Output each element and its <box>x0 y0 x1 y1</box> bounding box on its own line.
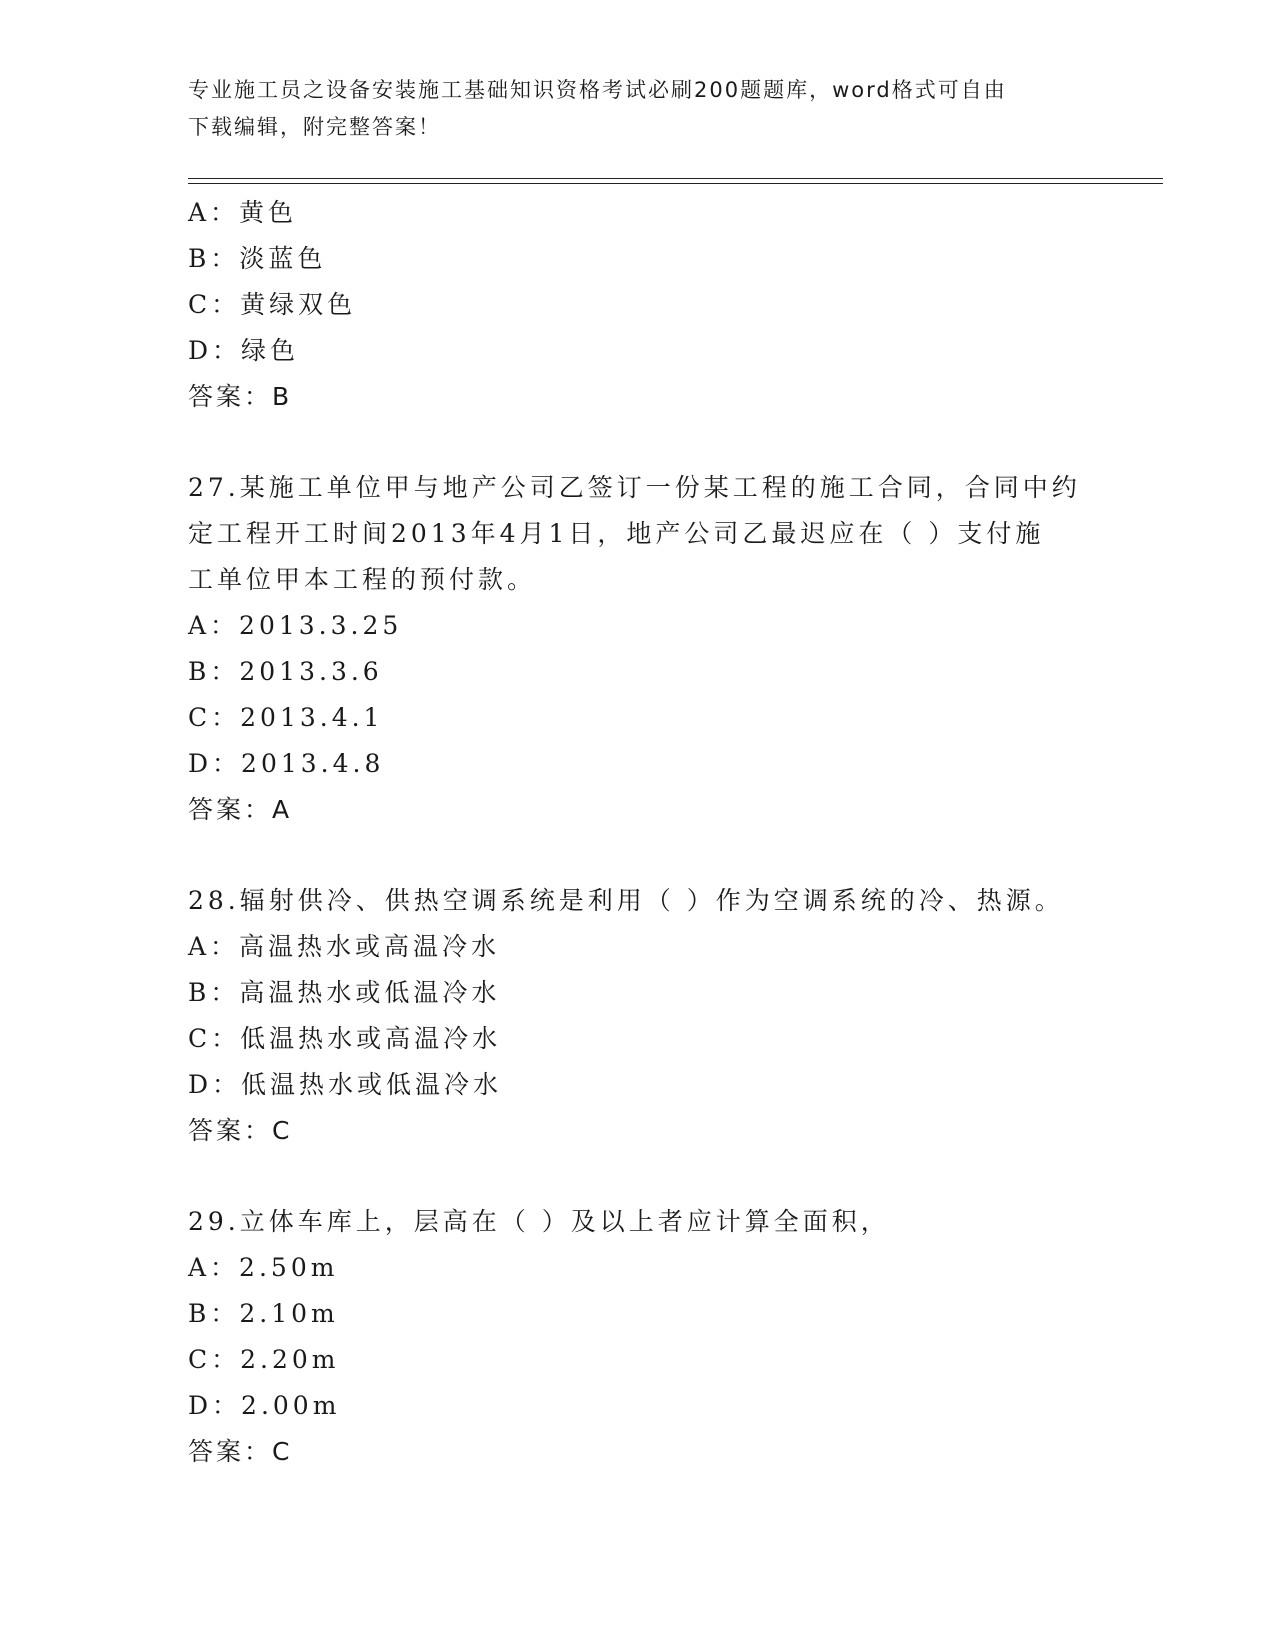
answer-line: 答案：C <box>188 1116 293 1145</box>
option-d: D：2.00m <box>188 1391 341 1420</box>
question-list <box>188 190 1088 1475</box>
question-text <box>188 878 1088 924</box>
question-text <box>188 1199 1088 1245</box>
question-text <box>188 465 1088 603</box>
document-header <box>188 72 1088 146</box>
answer-line: 答案：B <box>188 382 293 411</box>
question-line: 27.某施工单位甲与地产公司乙签订一份某工程的施工合同，合同中约 <box>188 473 1081 502</box>
option-d: D：低温热水或低温冷水 <box>188 1070 503 1099</box>
option-a: A：黄色 <box>188 198 298 227</box>
option-d: D：绿色 <box>188 336 300 365</box>
option-d: D：2013.4.8 <box>188 749 385 778</box>
header-line-1: 专业施工员之设备安装施工基础知识资格考试必刷200题题库，word格式可自由 <box>188 78 1007 102</box>
spacer <box>188 1154 1088 1199</box>
option-b: B：2.10m <box>188 1299 339 1328</box>
option-c: C：2013.4.1 <box>188 703 384 732</box>
header-divider-top <box>188 178 1163 179</box>
option-c: C：黄绿双色 <box>188 290 357 319</box>
header-line-2: 下载编辑，附完整答案！ <box>188 115 441 139</box>
option-c: C：2.20m <box>188 1345 340 1374</box>
answer-line: 答案：A <box>188 795 293 824</box>
question-line: 工单位甲本工程的预付款。 <box>188 565 537 594</box>
question-26 <box>188 190 1088 420</box>
answer-line: 答案：C <box>188 1437 293 1466</box>
question-line: 定工程开工时间2013年4月1日，地产公司乙最迟应在（ ）支付施 <box>188 519 1045 548</box>
option-a: A：2013.3.25 <box>188 611 403 640</box>
option-a: A：高温热水或高温冷水 <box>188 932 501 961</box>
option-b: B：高温热水或低温冷水 <box>188 978 501 1007</box>
spacer <box>188 833 1088 878</box>
spacer <box>188 420 1088 465</box>
option-b: B：淡蓝色 <box>188 244 327 273</box>
question-27 <box>188 465 1088 833</box>
question-28 <box>188 878 1088 1154</box>
option-c: C：低温热水或高温冷水 <box>188 1024 502 1053</box>
question-line: 28.辐射供冷、供热空调系统是利用（ ）作为空调系统的冷、热源。 <box>188 886 1064 915</box>
question-line: 29.立体车库上，层高在（ ）及以上者应计算全面积， <box>188 1207 890 1236</box>
header-divider-bottom <box>188 183 1163 184</box>
option-b: B：2013.3.6 <box>188 657 383 686</box>
question-29 <box>188 1199 1088 1475</box>
option-a: A：2.50m <box>188 1253 339 1282</box>
